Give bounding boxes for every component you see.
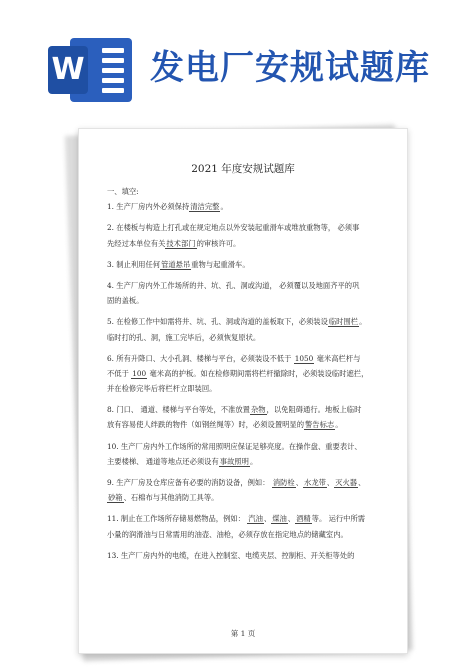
text-line bbox=[107, 381, 381, 396]
text-segment: 11. 制止在工作场所存储易燃物品，例如： bbox=[107, 514, 248, 524]
document-body bbox=[107, 184, 381, 563]
text-line bbox=[107, 199, 381, 214]
text-line bbox=[107, 330, 381, 345]
answer-blank: 技术部门 bbox=[166, 238, 196, 248]
word-icon-letter: W bbox=[48, 46, 88, 94]
text-segment: 放有容易使人绊跌的物件（如钢丝绳等）时，必须设置明显的 bbox=[107, 420, 305, 430]
text-line bbox=[107, 278, 381, 293]
text-segment: 并在检修完毕后将栏杆立即装回。 bbox=[107, 384, 217, 394]
text-line bbox=[107, 220, 381, 235]
section-heading: 一、填空: bbox=[107, 187, 139, 196]
answer-blank: 砂箱 bbox=[108, 493, 123, 503]
text-line bbox=[107, 527, 381, 542]
text-segment: 小量的润滑油与日常需用的油壶、油枪，必须存放在指定地点的储藏室内。 bbox=[107, 529, 348, 539]
answer-blank: 管道悬吊 bbox=[161, 259, 191, 269]
text-segment: 、石棉布与其他消防工具等。 bbox=[123, 493, 219, 503]
text-segment: 2. 在楼板与构造上打孔或在规定地点以外安装起重滑车或堆放重物等， 必须事 bbox=[107, 223, 360, 233]
answer-blank: 杂物 bbox=[250, 405, 266, 415]
text-segment: 、 bbox=[295, 478, 304, 487]
text-line bbox=[107, 293, 381, 308]
answer-blank: 1050 bbox=[294, 353, 314, 363]
answer-blank: 事故照明 bbox=[219, 456, 249, 466]
text-segment: 8. 门口、 通道、楼梯与平台等处，不准放置 bbox=[107, 405, 250, 415]
text-line bbox=[107, 366, 381, 381]
text-segment: 4. 生产厂房内外工作场所的井、坑、孔、洞或沟道， 必须覆以及地面齐平的巩 bbox=[107, 280, 360, 290]
text-line bbox=[107, 402, 381, 417]
text-segment: 。 bbox=[220, 202, 228, 212]
text-segment: 13. 生产厂房内外的电缆，在进入控制室、电缆夹层、控制柜、开关柜等处的 bbox=[107, 550, 355, 560]
text-segment: 9. 生产厂房及仓库应备有必要的消防设备，例如： bbox=[107, 478, 272, 487]
answer-blank: 灭火器 bbox=[335, 478, 358, 487]
text-line bbox=[107, 511, 381, 526]
page-number: 第 1 页 bbox=[230, 629, 256, 638]
answer-blank: 消防栓 bbox=[272, 478, 295, 487]
text-segment: 。 bbox=[249, 456, 258, 466]
text-segment: 10. 生产厂房内外工作场所的常用照明应保证足够亮度。在操作盘、重要表计、 bbox=[107, 441, 362, 451]
text-segment: 5. 在检修工作中如需将井、坑、孔、洞或沟道的盖板取下，必须装设 bbox=[107, 317, 328, 327]
text-segment: 、 bbox=[326, 478, 335, 487]
answer-blank: 警告标志 bbox=[305, 420, 335, 430]
text-line bbox=[107, 257, 381, 272]
text-segment: 毫米高栏杆与 bbox=[314, 353, 361, 363]
text-line bbox=[107, 439, 381, 454]
text-segment: 1. 生产厂房内外必须保持 bbox=[107, 202, 190, 212]
text-line bbox=[107, 236, 381, 251]
answer-blank: 清洁完整 bbox=[190, 202, 220, 212]
text-line bbox=[107, 314, 381, 329]
text-segment: 6. 所有升降口、大小孔洞、楼梯与平台，必须装设不低于 bbox=[107, 353, 294, 363]
text-segment: 的审核许可。 bbox=[196, 238, 241, 248]
text-line bbox=[107, 417, 381, 432]
answer-blank: 水龙带 bbox=[304, 478, 326, 487]
banner bbox=[0, 0, 474, 135]
text-line bbox=[107, 548, 381, 563]
text-segment: 固的盖板。 bbox=[107, 296, 144, 306]
text-segment: 、 bbox=[287, 514, 296, 524]
answer-blank: 酒精 bbox=[296, 514, 311, 524]
document-title: 2021 年度安规试题库 bbox=[191, 163, 295, 175]
text-line bbox=[107, 475, 381, 490]
document-page bbox=[78, 128, 408, 654]
text-segment: 临时打的孔、洞，施工完毕后，必须恢复原状。 bbox=[107, 332, 261, 342]
text-segment: 先经过本单位有关 bbox=[107, 238, 166, 248]
text-segment: 毫米高的护板。如在检修期间需将栏杆撤除时，必须装设临时遮拦， bbox=[147, 368, 369, 378]
text-line bbox=[107, 490, 381, 505]
text-segment: 重物与起重滑车。 bbox=[191, 259, 250, 269]
answer-blank: 100 bbox=[132, 368, 147, 378]
answer-blank: 汽油 bbox=[248, 514, 263, 524]
text-line bbox=[107, 351, 381, 366]
text-segment: 等。 运行中所需 bbox=[311, 514, 366, 524]
text-segment: ，以免阻碍通行。地板上临时 bbox=[266, 405, 362, 415]
text-segment: 主要楼梯、 通道等地点还必须设有 bbox=[107, 456, 219, 466]
text-segment: 。 bbox=[359, 317, 367, 327]
word-document-icon bbox=[48, 38, 134, 102]
text-segment: 、 bbox=[263, 514, 272, 524]
text-segment: 、 bbox=[358, 478, 366, 487]
text-line bbox=[107, 454, 381, 469]
text-segment: 3. 制止利用任何 bbox=[107, 259, 161, 269]
answer-blank: 煤油 bbox=[272, 514, 287, 524]
banner-title: 发电厂安规试题库 bbox=[150, 48, 430, 88]
text-segment: 不低于 bbox=[107, 368, 132, 378]
text-segment: 。 bbox=[335, 420, 343, 430]
answer-blank: 临时围栏 bbox=[328, 317, 359, 327]
